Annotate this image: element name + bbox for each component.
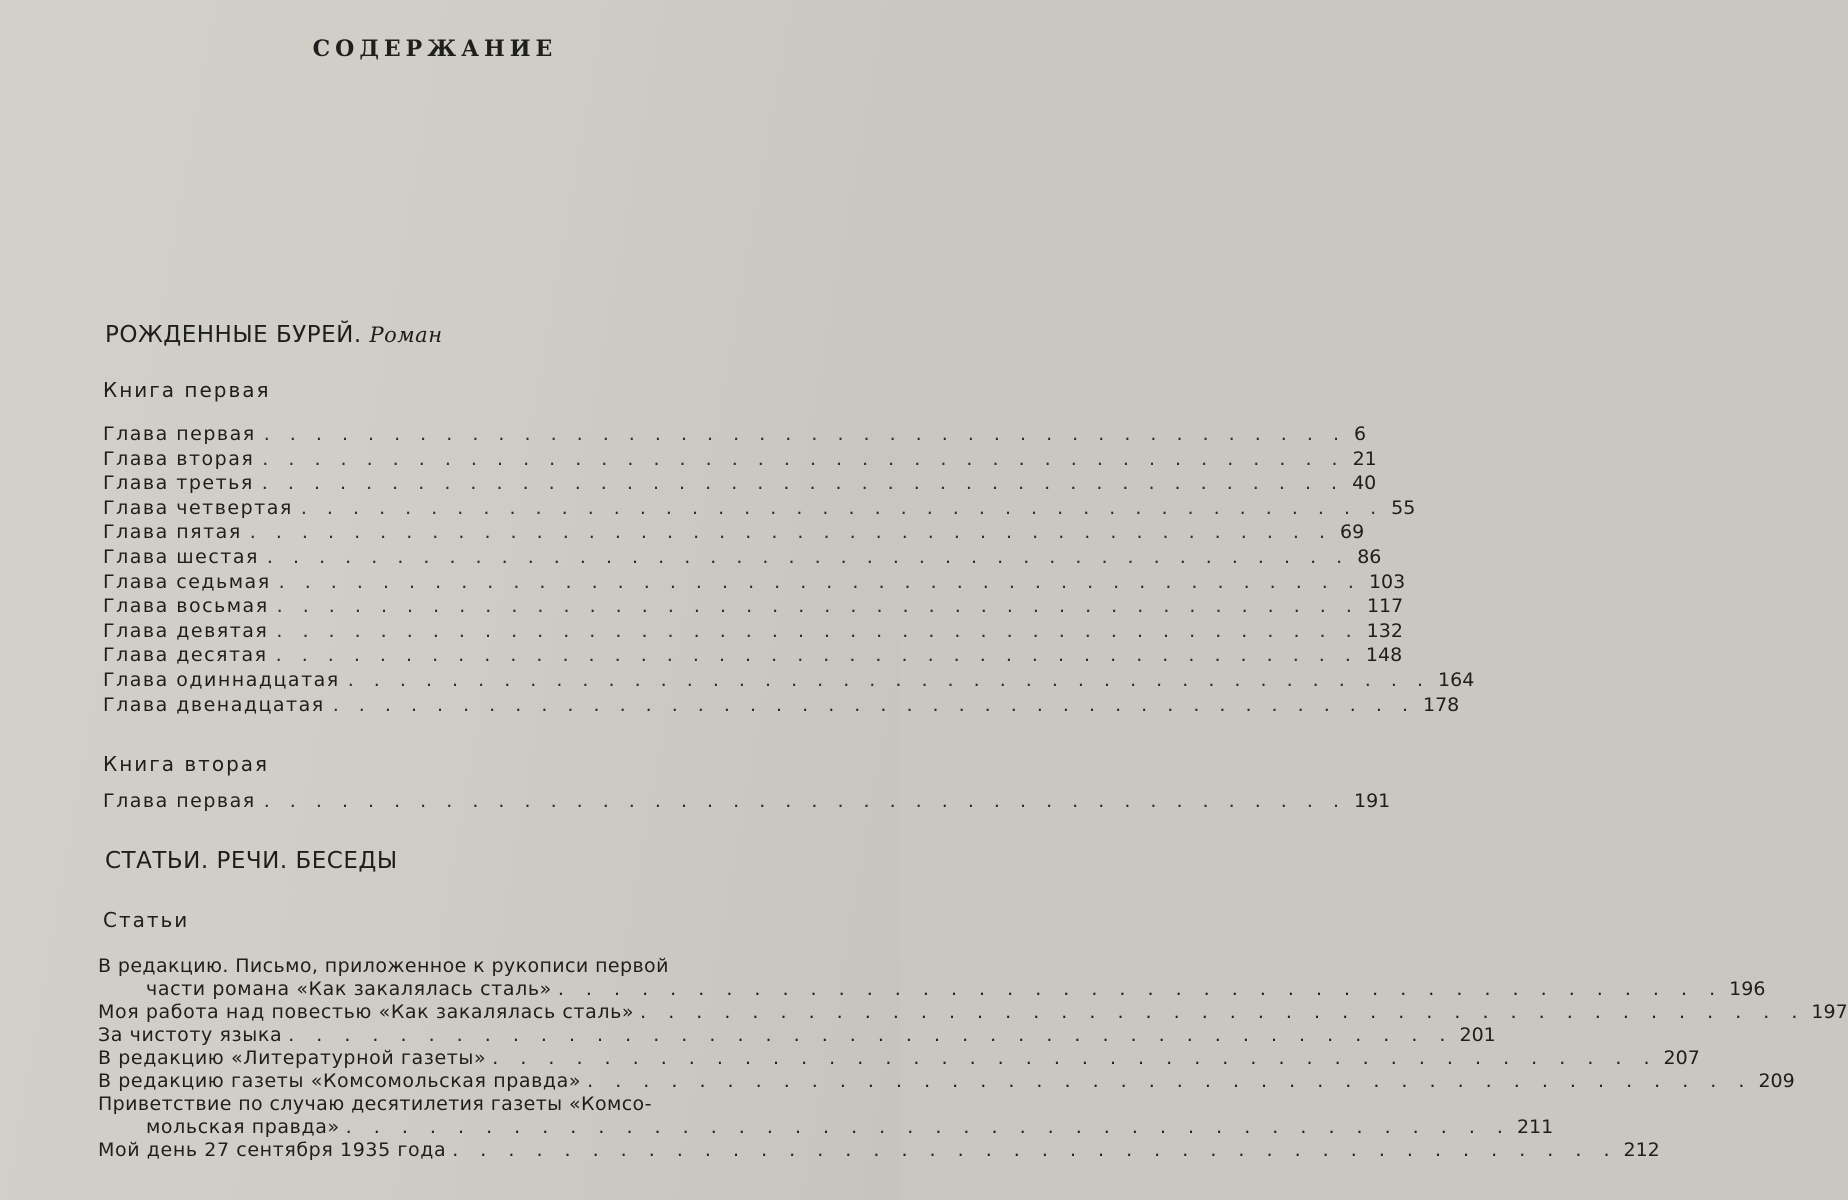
page-number: 132 (1366, 619, 1403, 642)
dot-leader: . . . . . . . . . . . . . . . . . . . . . . . . . . . . . . . . . . . . . . . . . . (300, 496, 1384, 519)
dot-leader: . . . . . . . . . . . . . . . . . . . . . . . . . . . . . . . . . . . . . . . . . . (263, 423, 1346, 445)
part-genre: Роман (369, 323, 443, 347)
toc-entry (103, 619, 1403, 645)
chapter-label: Глава шестая (103, 545, 259, 568)
page-number: 164 (1438, 668, 1475, 691)
page-number: 207 (1663, 1047, 1700, 1069)
dot-leader: . . . . . . . . . . . . . . . . . . . . . . . . . . . . . . . . . . . . . . . . . . (347, 668, 1431, 691)
toc-entry (103, 693, 1460, 719)
page-number: 178 (1423, 693, 1460, 716)
dot-leader: . . . . . . . . . . . . . . . . . . . . . . . . . . . . . . . . . . . . . . . . . . (262, 447, 1345, 470)
dot-leader: . . . . . . . . . . . . . . . . . . . . . . . . . . . . . . . . . . . . . . . . . . (249, 521, 1333, 544)
entry-title-line1: Приветствие по случаю десятилетия газеты «Комсо- (98, 1093, 652, 1115)
dot-leader: . . . . . . . . . . . . . . . . . . . . . . . . . . . . . . . . . . . . . . . . . . (557, 978, 1724, 1000)
dot-leader: . . . . . . . . . . . . . . . . . . . . . . . . . . . . . . . . . . . . . . . . . . (278, 570, 1361, 593)
entry-title-line2: части романа «Как закалялась сталь» (146, 978, 552, 1000)
entry-continuation (98, 1116, 1554, 1139)
chapter-label: Глава четвертая (103, 496, 293, 519)
toc-entry (98, 1139, 1660, 1162)
page-number: 191 (1354, 790, 1391, 812)
page-number: 86 (1357, 545, 1382, 568)
toc-entry (98, 1093, 1554, 1139)
page-number: 69 (1340, 521, 1365, 544)
chapter-label: Глава восьмая (103, 595, 269, 618)
toc-entry (103, 496, 1416, 522)
page-number: 117 (1366, 595, 1404, 618)
page-number: 211 (1516, 1116, 1554, 1138)
toc-entry (103, 595, 1404, 620)
dot-leader: . . . . . . . . . . . . . . . . . . . . . . . . . . . . . . . . . . . . . . . . . . (266, 545, 1350, 568)
entry-continuation (98, 978, 1766, 1001)
dot-leader: . . . . . . . . . . . . . . . . . . . . . . . . . . . . . . . . . . . . . . . . . . (275, 644, 1358, 667)
page-number: 148 (1365, 644, 1403, 667)
section-title-articles: Статьи (103, 908, 190, 932)
toc-entry (103, 570, 1406, 596)
page-title: СОДЕРЖАНИЕ (312, 36, 558, 62)
entry-title: Моя работа над повестью «Как закалялась сталь» (98, 1001, 635, 1023)
page-number: 212 (1623, 1139, 1660, 1161)
toc-entry (103, 472, 1377, 497)
dot-leader: . . . . . . . . . . . . . . . . . . . . . . . . . . . . . . . . . . . . . . . . . . (276, 595, 1359, 618)
part-title-articles: СТАТЬИ. РЕЧИ. БЕСЕДЫ (105, 848, 398, 874)
chapter-list-book1 (103, 423, 1475, 718)
chapter-label: Глава одиннадцатая (103, 668, 340, 691)
chapter-label: Глава пятая (103, 521, 242, 544)
toc-entry (98, 1070, 1795, 1093)
toc-entry (103, 521, 1365, 546)
dot-leader: . . . . . . . . . . . . . . . . . . . . . . . . . . . . . . . . . . . . . . . . . . (261, 472, 1345, 495)
toc-entry (103, 545, 1382, 571)
entry-title: За чистоту языка (98, 1024, 283, 1046)
entry-title: В редакцию «Литературной газеты» (98, 1047, 487, 1069)
toc-entry (103, 790, 1391, 815)
dot-leader: . . . . . . . . . . . . . . . . . . . . . . . . . . . . . . . . . . . . . . . . . . (288, 1024, 1454, 1046)
dot-leader: . . . . . . . . . . . . . . . . . . . . . . . . . . . . . . . . . . . . . . . . . . (332, 693, 1415, 716)
dot-leader: . . . . . . . . . . . . . . . . . . . . . . . . . . . . . . . . . . . . . . . . . . (587, 1070, 1753, 1092)
chapter-label: Глава первая (103, 790, 256, 812)
dot-leader: . . . . . . . . . . . . . . . . . . . . . . . . . . . . . . . . . . . . . . . . . . (345, 1116, 1511, 1138)
part-title-text: РОЖДЕННЫЕ БУРЕЙ. (105, 322, 362, 348)
entry-title: Мой день 27 сентября 1935 года (98, 1139, 447, 1161)
page-number: 201 (1459, 1024, 1496, 1046)
dot-leader: . . . . . . . . . . . . . . . . . . . . . . . . . . . . . . . . . . . . . . . . . . (263, 790, 1346, 812)
toc-entry (103, 447, 1377, 473)
toc-entry (98, 1024, 1496, 1047)
dot-leader: . . . . . . . . . . . . . . . . . . . . . . . . . . . . . . . . . . . . . . . . . . (640, 1001, 1806, 1023)
entry-title: В редакцию газеты «Комсомольская правда» (98, 1070, 582, 1092)
page-number: 55 (1391, 496, 1416, 519)
chapter-label: Глава вторая (103, 447, 255, 470)
entry-title-line2: мольская правда» (146, 1116, 340, 1138)
chapter-label: Глава девятая (103, 619, 269, 642)
toc-entry (98, 1001, 1848, 1024)
chapter-label: Глава третья (103, 472, 254, 495)
chapter-label: Глава первая (103, 423, 256, 445)
dot-leader: . . . . . . . . . . . . . . . . . . . . . . . . . . . . . . . . . . . . . . . . . . (492, 1047, 1658, 1069)
book-title-first: Книга первая (103, 378, 271, 402)
toc-entry (103, 668, 1475, 694)
chapter-label: Глава седьмая (103, 570, 271, 593)
page-number: 21 (1352, 447, 1377, 470)
book-title-second: Книга вторая (103, 752, 270, 776)
toc-entry (103, 644, 1403, 669)
page-number: 40 (1352, 472, 1377, 495)
chapter-label: Глава десятая (103, 644, 268, 667)
entry-title-line1: В редакцию. Письмо, приложенное к рукописи первой (98, 955, 669, 977)
toc-entry (98, 1047, 1700, 1070)
chapter-list-book2 (103, 790, 1391, 815)
page-number: 209 (1758, 1070, 1795, 1092)
page-number: 197 (1811, 1001, 1848, 1023)
page-number: 6 (1354, 423, 1367, 445)
dot-leader: . . . . . . . . . . . . . . . . . . . . . . . . . . . . . . . . . . . . . . . . . . (452, 1139, 1618, 1161)
toc-entry (103, 423, 1367, 448)
chapter-label: Глава двенадцатая (103, 693, 325, 716)
page-number: 103 (1368, 570, 1406, 593)
dot-leader: . . . . . . . . . . . . . . . . . . . . . . . . . . . . . . . . . . . . . . . . . . (276, 619, 1359, 642)
page-number: 196 (1729, 978, 1766, 1000)
toc-entry (98, 955, 1766, 1001)
article-list (98, 955, 1848, 1162)
part-title-novel (105, 322, 443, 348)
